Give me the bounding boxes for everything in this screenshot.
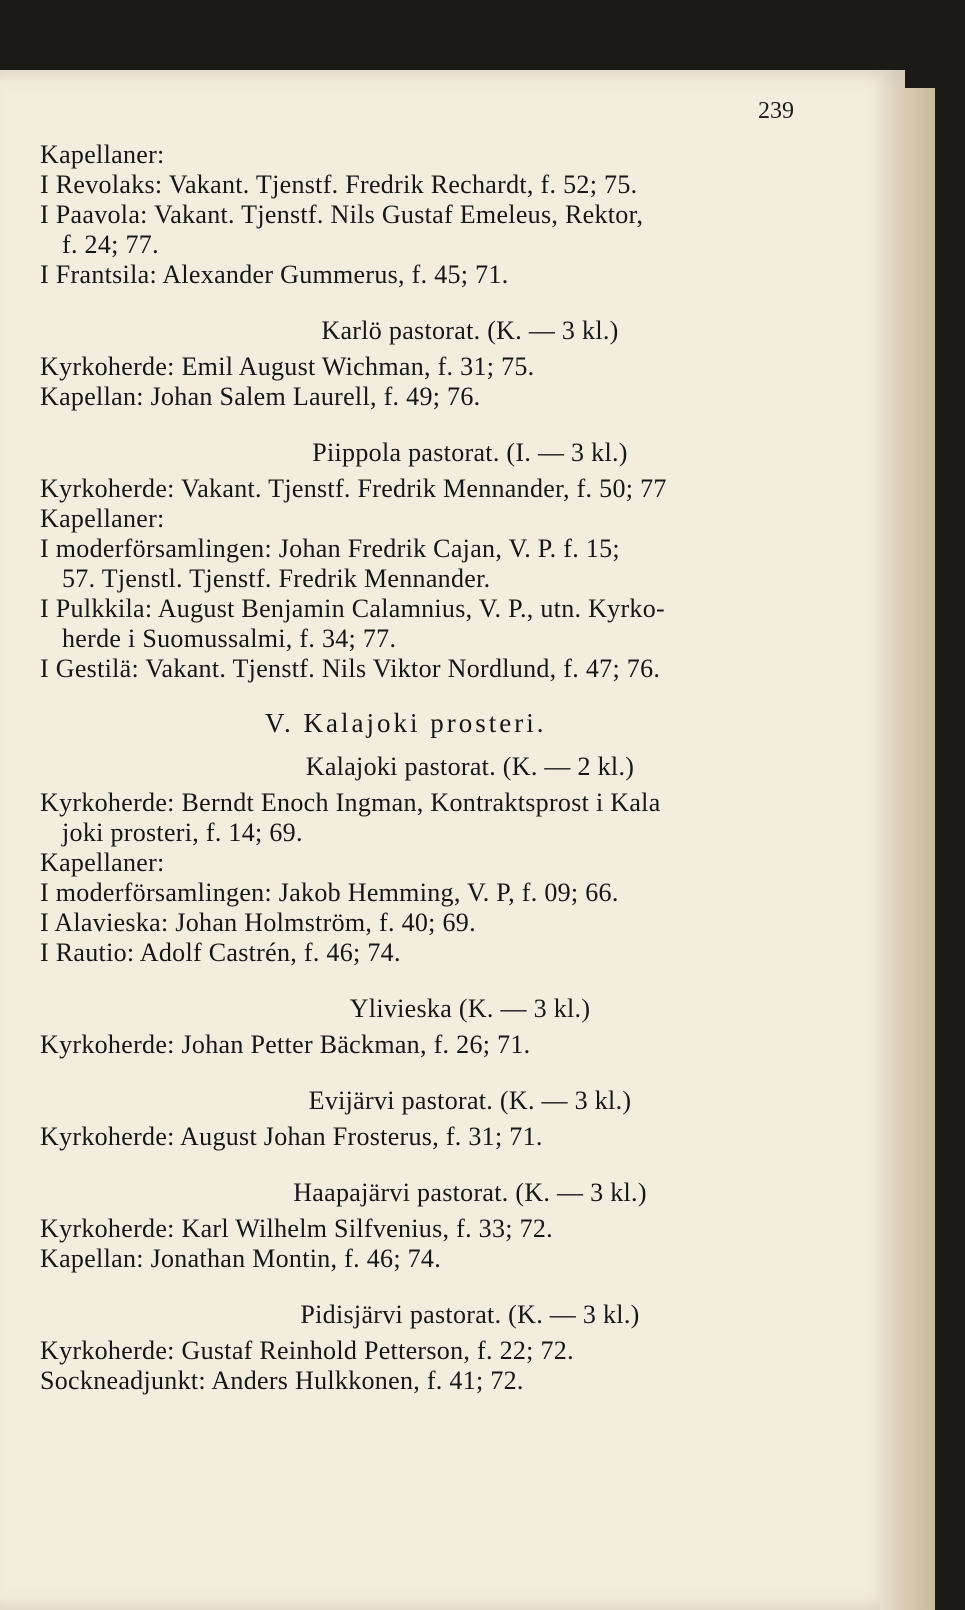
text-line: I Rautio: Adolf Castrén, f. 46; 74. xyxy=(40,938,401,967)
text-line: Kapellaner: xyxy=(40,140,165,169)
text-line: Sockneadjunkt: Anders Hulkkonen, f. 41; 72. xyxy=(40,1366,524,1395)
pastorat-heading: Pidisjärvi pastorat. (K. — 3 kl.) xyxy=(300,1300,640,1329)
text-line: Kyrkoherde: Gustaf Reinhold Petterson, f. 22; 72. xyxy=(40,1336,574,1365)
text-line: I moderförsamlingen: Jakob Hemming, V. P, f. 09; 66. xyxy=(40,878,619,907)
pastorat-heading: Ylivieska (K. — 3 kl.) xyxy=(349,994,591,1023)
page-number: 239 xyxy=(758,98,794,124)
pastorat-heading: Kalajoki pastorat. (K. — 2 kl.) xyxy=(305,752,635,781)
text-line: I Revolaks: Vakant. Tjenstf. Fredrik Rechardt, f. 52; 75. xyxy=(40,170,638,199)
pastorat-heading: Haapajärvi pastorat. (K. — 3 kl.) xyxy=(293,1178,647,1207)
text-line: I Pulkkila: August Benjamin Calamnius, V. P., utn. Kyrko- xyxy=(40,594,665,623)
text-line-continuation: f. 24; 77. xyxy=(62,230,159,259)
page-edge xyxy=(880,88,935,1610)
text-line-continuation: 57. Tjenstl. Tjenstf. Fredrik Mennander. xyxy=(62,564,491,593)
text-line-continuation: herde i Suomussalmi, f. 34; 77. xyxy=(62,624,397,653)
text-line: Kapellan: Johan Salem Laurell, f. 49; 76. xyxy=(40,382,481,411)
text-line: Kyrkoherde: Emil August Wichman, f. 31; 75. xyxy=(40,352,535,381)
text-line: I Alavieska: Johan Holmström, f. 40; 69. xyxy=(40,908,476,937)
text-line: Kapellaner: xyxy=(40,848,165,877)
text-line: Kapellan: Jonathan Montin, f. 46; 74. xyxy=(40,1244,442,1273)
pastorat-heading: Karlö pastorat. (K. — 3 kl.) xyxy=(321,316,619,345)
pastorat-heading: Evijärvi pastorat. (K. — 3 kl.) xyxy=(308,1086,632,1115)
text-line: Kyrkoherde: Karl Wilhelm Silfvenius, f. 33; 72. xyxy=(40,1214,553,1243)
text-line: I Frantsila: Alexander Gummerus, f. 45; 71. xyxy=(40,260,509,289)
text-line: I Paavola: Vakant. Tjenstf. Nils Gustaf Emeleus, Rektor, xyxy=(40,200,644,229)
text-line: I Gestilä: Vakant. Tjenstf. Nils Viktor Nordlund, f. 47; 76. xyxy=(40,654,661,683)
text-line-continuation: joki prosteri, f. 14; 69. xyxy=(62,818,303,847)
text-line: Kyrkoherde: August Johan Frosterus, f. 31; 71. xyxy=(40,1122,543,1151)
section-heading: V. Kalajoki prosteri. xyxy=(265,708,547,738)
pastorat-heading: Piippola pastorat. (I. — 3 kl.) xyxy=(312,438,628,467)
text-line: Kyrkoherde: Johan Petter Bäckman, f. 26; 71. xyxy=(40,1030,531,1059)
text-line: Kyrkoherde: Berndt Enoch Ingman, Kontraktsprost i Kala xyxy=(40,788,661,817)
text-line: I moderförsamlingen: Johan Fredrik Cajan, V. P. f. 15; xyxy=(40,534,620,563)
page-text xyxy=(40,140,840,1396)
text-line: Kyrkoherde: Vakant. Tjenstf. Fredrik Mennander, f. 50; 77 xyxy=(40,474,667,503)
text-line: Kapellaner: xyxy=(40,504,165,533)
